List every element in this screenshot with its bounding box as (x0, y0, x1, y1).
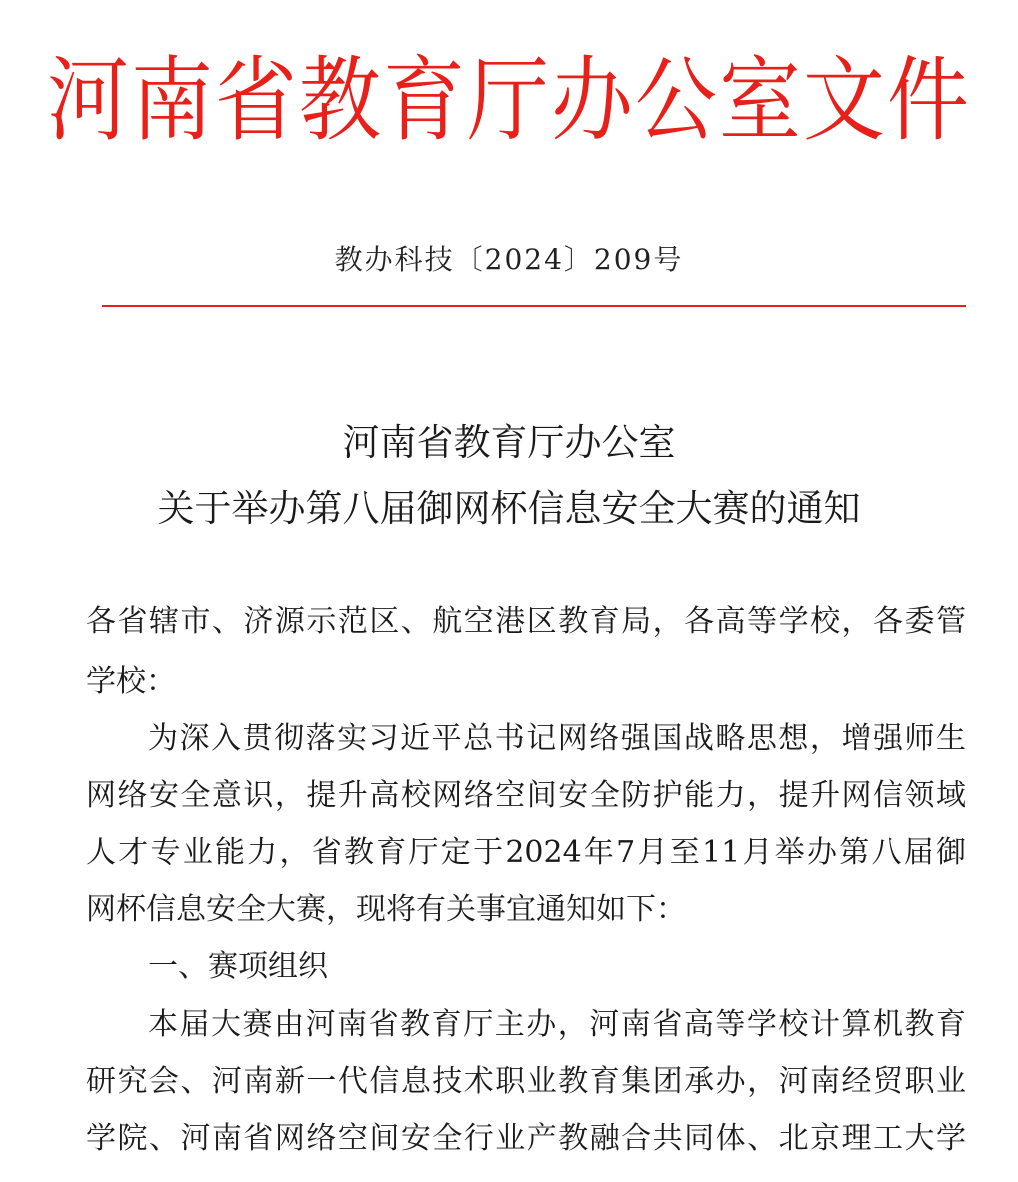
red-separator-rule (102, 305, 966, 307)
notice-title-line-2: 关于举办第八届御网杯信息安全大赛的通知 (157, 487, 861, 530)
addressee-line-1: 各省辖市、济源示范区、航空港区教育局，各高等学校，各委管 (86, 604, 966, 639)
addressee-line-2: 学校： (86, 664, 176, 699)
section-paragraph-line-2: 研究会、河南新一代信息技术职业教育集团承办，河南经贸职业 (86, 1064, 966, 1099)
intro-paragraph-line-2: 网络安全意识，提升高校网络空间安全防护能力，提升网信领域 (86, 778, 966, 813)
intro-paragraph-line-1: 为深入贯彻落实习近平总书记网络强国战略思想，增强师生 (148, 721, 966, 756)
intro-paragraph-line-4: 网杯信息安全大赛，现将有关事宜通知如下： (86, 892, 686, 927)
notice-title-line-1: 河南省教育厅办公室 (342, 421, 676, 464)
section-heading-organization: 一、赛项组织 (148, 949, 328, 984)
section-paragraph-line-3: 学院、河南省网络空间安全行业产教融合共同体、北京理工大学 (86, 1121, 966, 1156)
intro-paragraph-line-3: 人才专业能力，省教育厅定于2024年7月至11月举办第八届御 (86, 835, 966, 870)
section-paragraph-line-1: 本届大赛由河南省教育厅主办，河南省高等学校计算机教育 (148, 1007, 966, 1042)
document-masthead: 河南省教育厅办公室文件 (46, 47, 971, 155)
document-number: 教办科技〔2024〕209号 (334, 243, 684, 276)
